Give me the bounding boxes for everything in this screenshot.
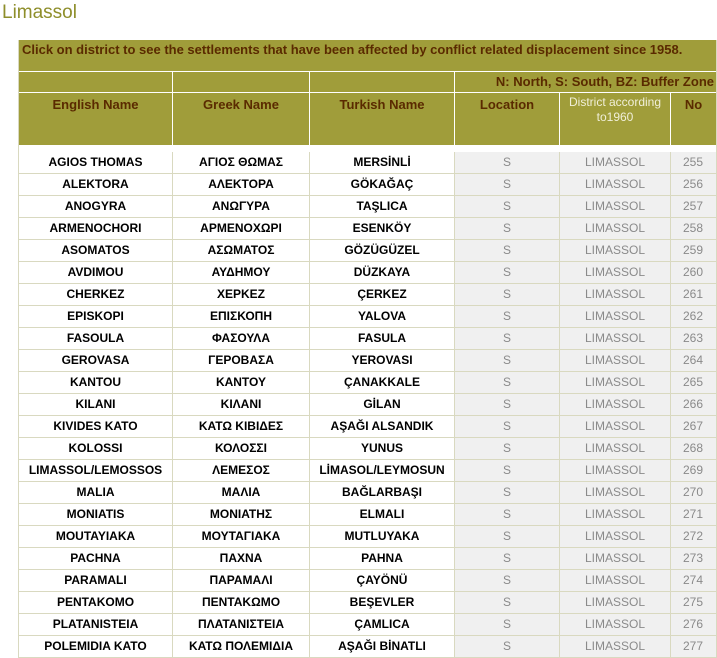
cell-english-name: PACHNA [19,548,173,569]
cell-greek-name: ΦΑΣΟΥΛΑ [173,328,310,349]
cell-location: S [455,460,560,481]
cell-location: S [455,548,560,569]
cell-location: S [455,592,560,613]
cell-number: 262 [671,306,716,327]
cell-english-name: KOLOSSI [19,438,173,459]
cell-greek-name: ΚΙΛΑΝΙ [173,394,310,415]
cell-location: S [455,262,560,283]
col-header-turkish: Turkish Name [310,93,455,145]
cell-english-name: PLATANISTEIA [19,614,173,635]
cell-english-name: FASOULA [19,328,173,349]
cell-turkish-name: TAŞLICA [310,196,455,217]
cell-location: S [455,372,560,393]
cell-turkish-name: GİLAN [310,394,455,415]
table-row [19,174,716,196]
table-row [19,372,716,394]
cell-english-name: LIMASSOL/LEMOSSOS [19,460,173,481]
cell-turkish-name: ESENKÖY [310,218,455,239]
table-body [19,152,716,658]
cell-location: S [455,306,560,327]
cell-number: 256 [671,174,716,195]
cell-location: S [455,174,560,195]
cell-location: S [455,570,560,591]
cell-turkish-name: ÇANAKKALE [310,372,455,393]
table-row [19,328,716,350]
table-row [19,218,716,240]
cell-english-name: ALEKTORA [19,174,173,195]
cell-district: LIMASSOL [560,306,671,327]
cell-english-name: MONIATIS [19,504,173,525]
cell-district: LIMASSOL [560,548,671,569]
table-row [19,416,716,438]
table-row [19,526,716,548]
cell-greek-name: ΜΟΥΤΑΓΙΑΚΑ [173,526,310,547]
cell-number: 275 [671,592,716,613]
table-row [19,548,716,570]
cell-greek-name: ΜΟΝΙΑΤΗΣ [173,504,310,525]
cell-district: LIMASSOL [560,152,671,173]
table-row [19,306,716,328]
cell-location: S [455,504,560,525]
cell-greek-name: ΑΛΕΚΤΟΡΑ [173,174,310,195]
cell-turkish-name: ÇAYÖNÜ [310,570,455,591]
table-row [19,350,716,372]
cell-number: 272 [671,526,716,547]
cell-district: LIMASSOL [560,416,671,437]
col-header-location: Location [455,93,560,145]
cell-greek-name: ΑΝΩΓΥΡΑ [173,196,310,217]
legend-spacer [173,72,310,92]
cell-number: 271 [671,504,716,525]
cell-location: S [455,284,560,305]
cell-greek-name: ΑΡΜΕΝΟΧΩΡΙ [173,218,310,239]
cell-greek-name: ΧΕΡΚΕΖ [173,284,310,305]
table-row [19,636,716,658]
table-row [19,196,716,218]
cell-turkish-name: YEROVASI [310,350,455,371]
cell-location: S [455,614,560,635]
cell-district: LIMASSOL [560,526,671,547]
col-header-english: English Name [19,93,173,145]
cell-district: LIMASSOL [560,350,671,371]
cell-greek-name: ΠΛΑΤΑΝΙΣΤΕΙΑ [173,614,310,635]
cell-greek-name: ΚΑΤΩ ΚΙΒΙΔΕΣ [173,416,310,437]
cell-location: S [455,394,560,415]
cell-turkish-name: YUNUS [310,438,455,459]
cell-greek-name: ΑΣΩΜΑΤΟΣ [173,240,310,261]
cell-english-name: AVDIMOU [19,262,173,283]
cell-number: 261 [671,284,716,305]
cell-turkish-name: GÖZÜGÜZEL [310,240,455,261]
cell-district: LIMASSOL [560,636,671,657]
cell-number: 264 [671,350,716,371]
cell-number: 270 [671,482,716,503]
cell-greek-name: ΚΑΤΩ ΠΟΛΕΜΙΔΙΑ [173,636,310,657]
cell-district: LIMASSOL [560,460,671,481]
cell-location: S [455,152,560,173]
cell-location: S [455,526,560,547]
cell-turkish-name: DÜZKAYA [310,262,455,283]
table-row [19,394,716,416]
cell-turkish-name: YALOVA [310,306,455,327]
cell-english-name: MOUTAYIAKA [19,526,173,547]
cell-district: LIMASSOL [560,262,671,283]
cell-location: S [455,438,560,459]
table-row [19,240,716,262]
cell-english-name: AGIOS THOMAS [19,152,173,173]
table-row [19,570,716,592]
cell-district: LIMASSOL [560,218,671,239]
cell-location: S [455,240,560,261]
cell-district: LIMASSOL [560,240,671,261]
cell-district: LIMASSOL [560,570,671,591]
cell-turkish-name: ÇERKEZ [310,284,455,305]
cell-district: LIMASSOL [560,614,671,635]
cell-location: S [455,482,560,503]
cell-greek-name: ΚΑΝΤΟΥ [173,372,310,393]
cell-number: 259 [671,240,716,261]
cell-turkish-name: PAHNA [310,548,455,569]
cell-turkish-name: ELMALI [310,504,455,525]
legend-spacer [310,72,455,92]
cell-english-name: POLEMIDIA KATO [19,636,173,657]
col-header-district: District according to1960 [560,93,671,145]
cell-english-name: KIVIDES KATO [19,416,173,437]
cell-english-name: EPISKOPI [19,306,173,327]
cell-greek-name: ΠΑΡΑΜΑΛΙ [173,570,310,591]
page-title: Limassol [2,2,77,23]
cell-english-name: PENTAKOMO [19,592,173,613]
location-legend: N: North, S: South, BZ: Buffer Zone [455,72,716,92]
table-banner: Click on district to see the settlements that have been affected by conflict related displacement since 1958. [19,40,716,72]
cell-english-name: ASOMATOS [19,240,173,261]
cell-location: S [455,328,560,349]
cell-english-name: CHERKEZ [19,284,173,305]
settlements-table [18,40,717,658]
cell-turkish-name: MERSİNLİ [310,152,455,173]
cell-number: 258 [671,218,716,239]
table-row [19,482,716,504]
cell-turkish-name: GÖKAĞAÇ [310,174,455,195]
cell-district: LIMASSOL [560,592,671,613]
cell-number: 268 [671,438,716,459]
cell-turkish-name: BEŞEVLER [310,592,455,613]
header-row [19,93,716,146]
cell-greek-name: ΕΠΙΣΚΟΠΗ [173,306,310,327]
table-row [19,504,716,526]
cell-district: LIMASSOL [560,394,671,415]
cell-english-name: GEROVASA [19,350,173,371]
cell-number: 265 [671,372,716,393]
table-row [19,152,716,174]
col-header-no: No [671,93,716,145]
col-header-greek: Greek Name [173,93,310,145]
cell-greek-name: ΜΑΛΙΑ [173,482,310,503]
cell-turkish-name: LİMASOL/LEYMOSUN [310,460,455,481]
cell-english-name: ANOGYRA [19,196,173,217]
cell-number: 257 [671,196,716,217]
table-row [19,284,716,306]
cell-greek-name: ΛΕΜΕΣΟΣ [173,460,310,481]
cell-greek-name: ΚΟΛΟΣΣΙ [173,438,310,459]
cell-greek-name: ΑΥΔΗΜΟΥ [173,262,310,283]
cell-number: 277 [671,636,716,657]
cell-district: LIMASSOL [560,174,671,195]
cell-english-name: MALIA [19,482,173,503]
cell-number: 263 [671,328,716,349]
cell-turkish-name: AŞAĞI BİNATLI [310,636,455,657]
cell-greek-name: ΠΕΝΤΑΚΩΜΟ [173,592,310,613]
table-row [19,592,716,614]
cell-number: 255 [671,152,716,173]
cell-turkish-name: BAĞLARBAŞI [310,482,455,503]
cell-turkish-name: MUTLUYAKA [310,526,455,547]
cell-number: 274 [671,570,716,591]
cell-district: LIMASSOL [560,504,671,525]
cell-english-name: KILANI [19,394,173,415]
cell-english-name: ARMENOCHORI [19,218,173,239]
cell-district: LIMASSOL [560,438,671,459]
legend-spacer [19,72,173,92]
cell-english-name: PARAMALI [19,570,173,591]
cell-greek-name: ΠΑΧΝΑ [173,548,310,569]
cell-english-name: KANTOU [19,372,173,393]
cell-location: S [455,350,560,371]
cell-turkish-name: ÇAMLICA [310,614,455,635]
cell-greek-name: ΓΕΡΟΒΑΣΑ [173,350,310,371]
cell-number: 267 [671,416,716,437]
legend-row [19,72,716,93]
cell-location: S [455,636,560,657]
cell-number: 269 [671,460,716,481]
cell-number: 276 [671,614,716,635]
cell-district: LIMASSOL [560,196,671,217]
cell-district: LIMASSOL [560,372,671,393]
cell-location: S [455,218,560,239]
cell-location: S [455,416,560,437]
table-row [19,438,716,460]
cell-district: LIMASSOL [560,482,671,503]
cell-turkish-name: FASULA [310,328,455,349]
cell-number: 260 [671,262,716,283]
table-row [19,262,716,284]
cell-greek-name: ΑΓΙΟΣ ΘΩΜΑΣ [173,152,310,173]
cell-location: S [455,196,560,217]
cell-district: LIMASSOL [560,328,671,349]
cell-number: 266 [671,394,716,415]
table-row [19,460,716,482]
cell-district: LIMASSOL [560,284,671,305]
cell-turkish-name: AŞAĞI ALSANDIK [310,416,455,437]
cell-number: 273 [671,548,716,569]
table-row [19,614,716,636]
